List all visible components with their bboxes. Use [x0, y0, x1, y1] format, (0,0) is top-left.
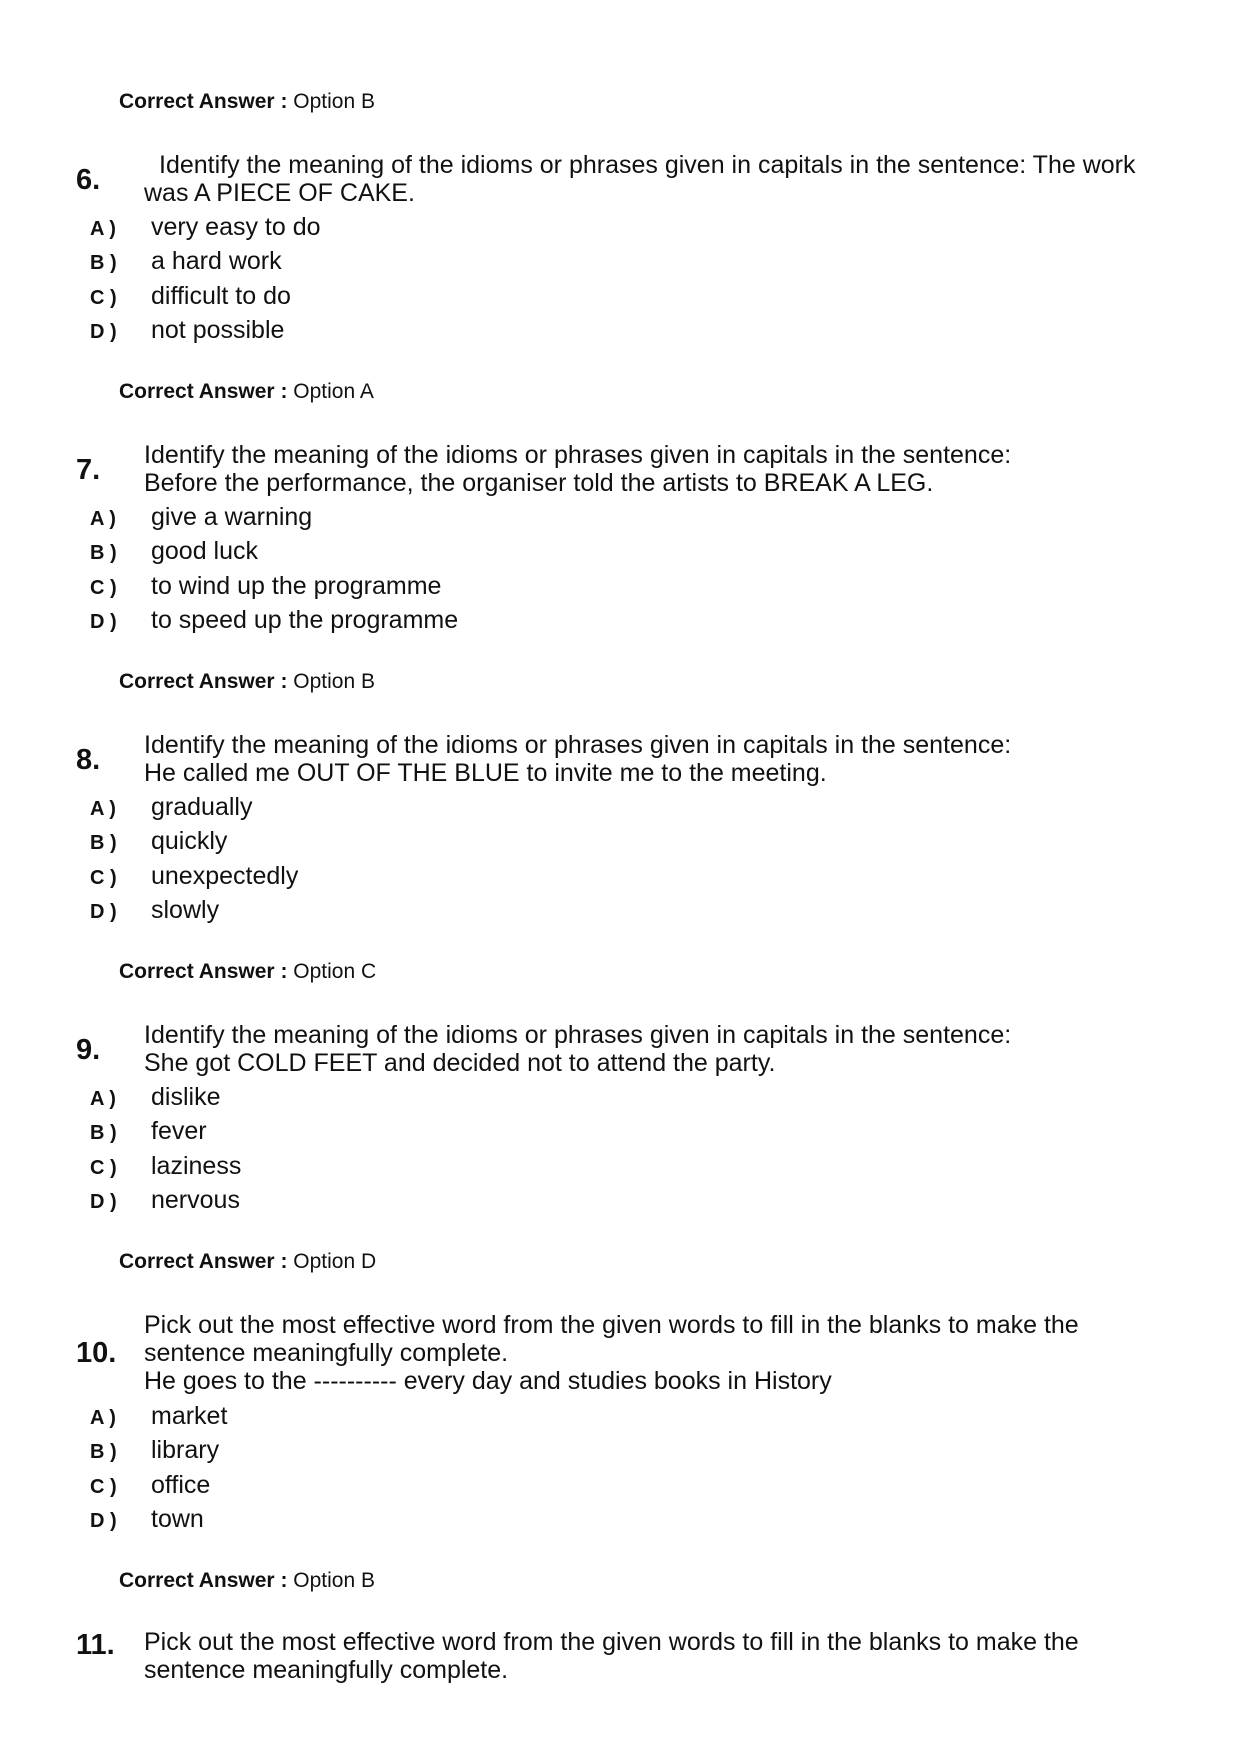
question-line: She got COLD FEET and decided not to attend the party. [144, 1049, 776, 1077]
option-text: fever [151, 1117, 207, 1145]
option-text: dislike [151, 1083, 221, 1111]
option-label: A ) [90, 1407, 116, 1429]
option-text: to speed up the programme [151, 606, 459, 634]
question-text [144, 1628, 1144, 1684]
option-b [90, 1435, 219, 1465]
correct-answer-q8 [119, 960, 376, 984]
option-text: gradually [151, 793, 253, 821]
option-text: good luck [151, 537, 259, 565]
option-label: A ) [90, 218, 116, 240]
correct-answer-label: Correct Answer : [119, 1250, 288, 1273]
question-line: Before the performance, the organiser told the artists to BREAK A LEG. [144, 469, 934, 497]
option-text: laziness [151, 1152, 242, 1180]
option-d [90, 605, 458, 635]
option-d [90, 315, 284, 345]
option-c [90, 1151, 241, 1181]
option-label: C ) [90, 577, 117, 599]
correct-answer-label: Correct Answer : [119, 670, 288, 693]
correct-answer-value: Option D [293, 1250, 377, 1273]
option-label: C ) [90, 867, 117, 889]
option-d [90, 1504, 204, 1534]
option-c [90, 571, 441, 601]
option-text: difficult to do [151, 282, 291, 310]
option-label: D ) [90, 1191, 117, 1213]
option-text: unexpectedly [151, 862, 299, 890]
option-text: quickly [151, 827, 228, 855]
correct-answer-q7 [119, 670, 375, 694]
question-number: 7. [76, 454, 101, 486]
option-text: to wind up the programme [151, 572, 442, 600]
question-line: Pick out the most effective word from the given words to fill in the blanks to make the [144, 1628, 1079, 1656]
correct-answer-label: Correct Answer : [119, 90, 288, 113]
option-b [90, 826, 227, 856]
option-text: nervous [151, 1186, 240, 1214]
question-number: 8. [76, 744, 101, 776]
option-text: town [151, 1505, 204, 1533]
option-label: C ) [90, 287, 117, 309]
option-b [90, 536, 258, 566]
question-line: sentence meaningfully complete. [144, 1656, 509, 1684]
question-line: Pick out the most effective word from the given words to fill in the blanks to make the [144, 1311, 1079, 1339]
question-text [144, 151, 1144, 207]
option-b [90, 1116, 207, 1146]
option-a [90, 1082, 220, 1112]
option-label: D ) [90, 321, 117, 343]
question-line: Identify the meaning of the idioms or phrases given in capitals in the sentence: [144, 1021, 1012, 1049]
question-line: was A PIECE OF CAKE. [144, 179, 415, 207]
correct-answer-q5 [119, 90, 375, 114]
option-label: D ) [90, 901, 117, 923]
correct-answer-value: Option B [293, 670, 375, 693]
option-label: B ) [90, 542, 117, 564]
question-line: He goes to the ---------- every day and studies books in History [144, 1367, 832, 1395]
question-text [144, 1021, 1144, 1077]
option-text: library [151, 1436, 220, 1464]
option-a [90, 502, 312, 532]
correct-answer-label: Correct Answer : [119, 1569, 288, 1592]
option-a [90, 792, 252, 822]
correct-answer-value: Option B [293, 90, 375, 113]
correct-answer-value: Option A [293, 380, 374, 403]
option-d [90, 895, 219, 925]
question-text [144, 731, 1144, 787]
question-number: 6. [76, 164, 101, 196]
option-label: C ) [90, 1476, 117, 1498]
option-text: office [151, 1471, 211, 1499]
option-label: B ) [90, 252, 117, 274]
option-label: D ) [90, 1510, 117, 1532]
correct-answer-value: Option C [293, 960, 377, 983]
question-number: 11. [76, 1629, 115, 1661]
option-text: very easy to do [151, 213, 321, 241]
option-label: A ) [90, 508, 116, 530]
correct-answer-value: Option B [293, 1569, 375, 1592]
question-number: 9. [76, 1034, 101, 1066]
question-line: Identify the meaning of the idioms or phrases given in capitals in the sentence: The work [159, 151, 1136, 179]
option-d [90, 1185, 240, 1215]
correct-answer-q6 [119, 380, 374, 404]
option-a [90, 212, 321, 242]
question-number: 10. [76, 1337, 117, 1369]
option-c [90, 861, 298, 891]
option-text: market [151, 1402, 228, 1430]
option-label: D ) [90, 611, 117, 633]
option-label: A ) [90, 798, 116, 820]
option-c [90, 1470, 210, 1500]
question-line: He called me OUT OF THE BLUE to invite me to the meeting. [144, 759, 827, 787]
option-label: A ) [90, 1088, 116, 1110]
question-line: Identify the meaning of the idioms or phrases given in capitals in the sentence: [144, 731, 1012, 759]
correct-answer-q10 [119, 1569, 375, 1593]
option-text: slowly [151, 896, 220, 924]
question-text [144, 441, 1144, 497]
option-label: C ) [90, 1157, 117, 1179]
question-text [144, 1311, 1144, 1395]
option-text: give a warning [151, 503, 313, 531]
option-label: B ) [90, 1122, 117, 1144]
correct-answer-label: Correct Answer : [119, 960, 288, 983]
option-label: B ) [90, 1441, 117, 1463]
option-label: B ) [90, 832, 117, 854]
option-text: not possible [151, 316, 285, 344]
option-b [90, 246, 282, 276]
correct-answer-q9 [119, 1250, 376, 1274]
correct-answer-label: Correct Answer : [119, 380, 288, 403]
question-line: Identify the meaning of the idioms or phrases given in capitals in the sentence: [144, 441, 1012, 469]
question-line: sentence meaningfully complete. [144, 1339, 509, 1367]
option-c [90, 281, 291, 311]
option-a [90, 1401, 227, 1431]
option-text: a hard work [151, 247, 282, 275]
